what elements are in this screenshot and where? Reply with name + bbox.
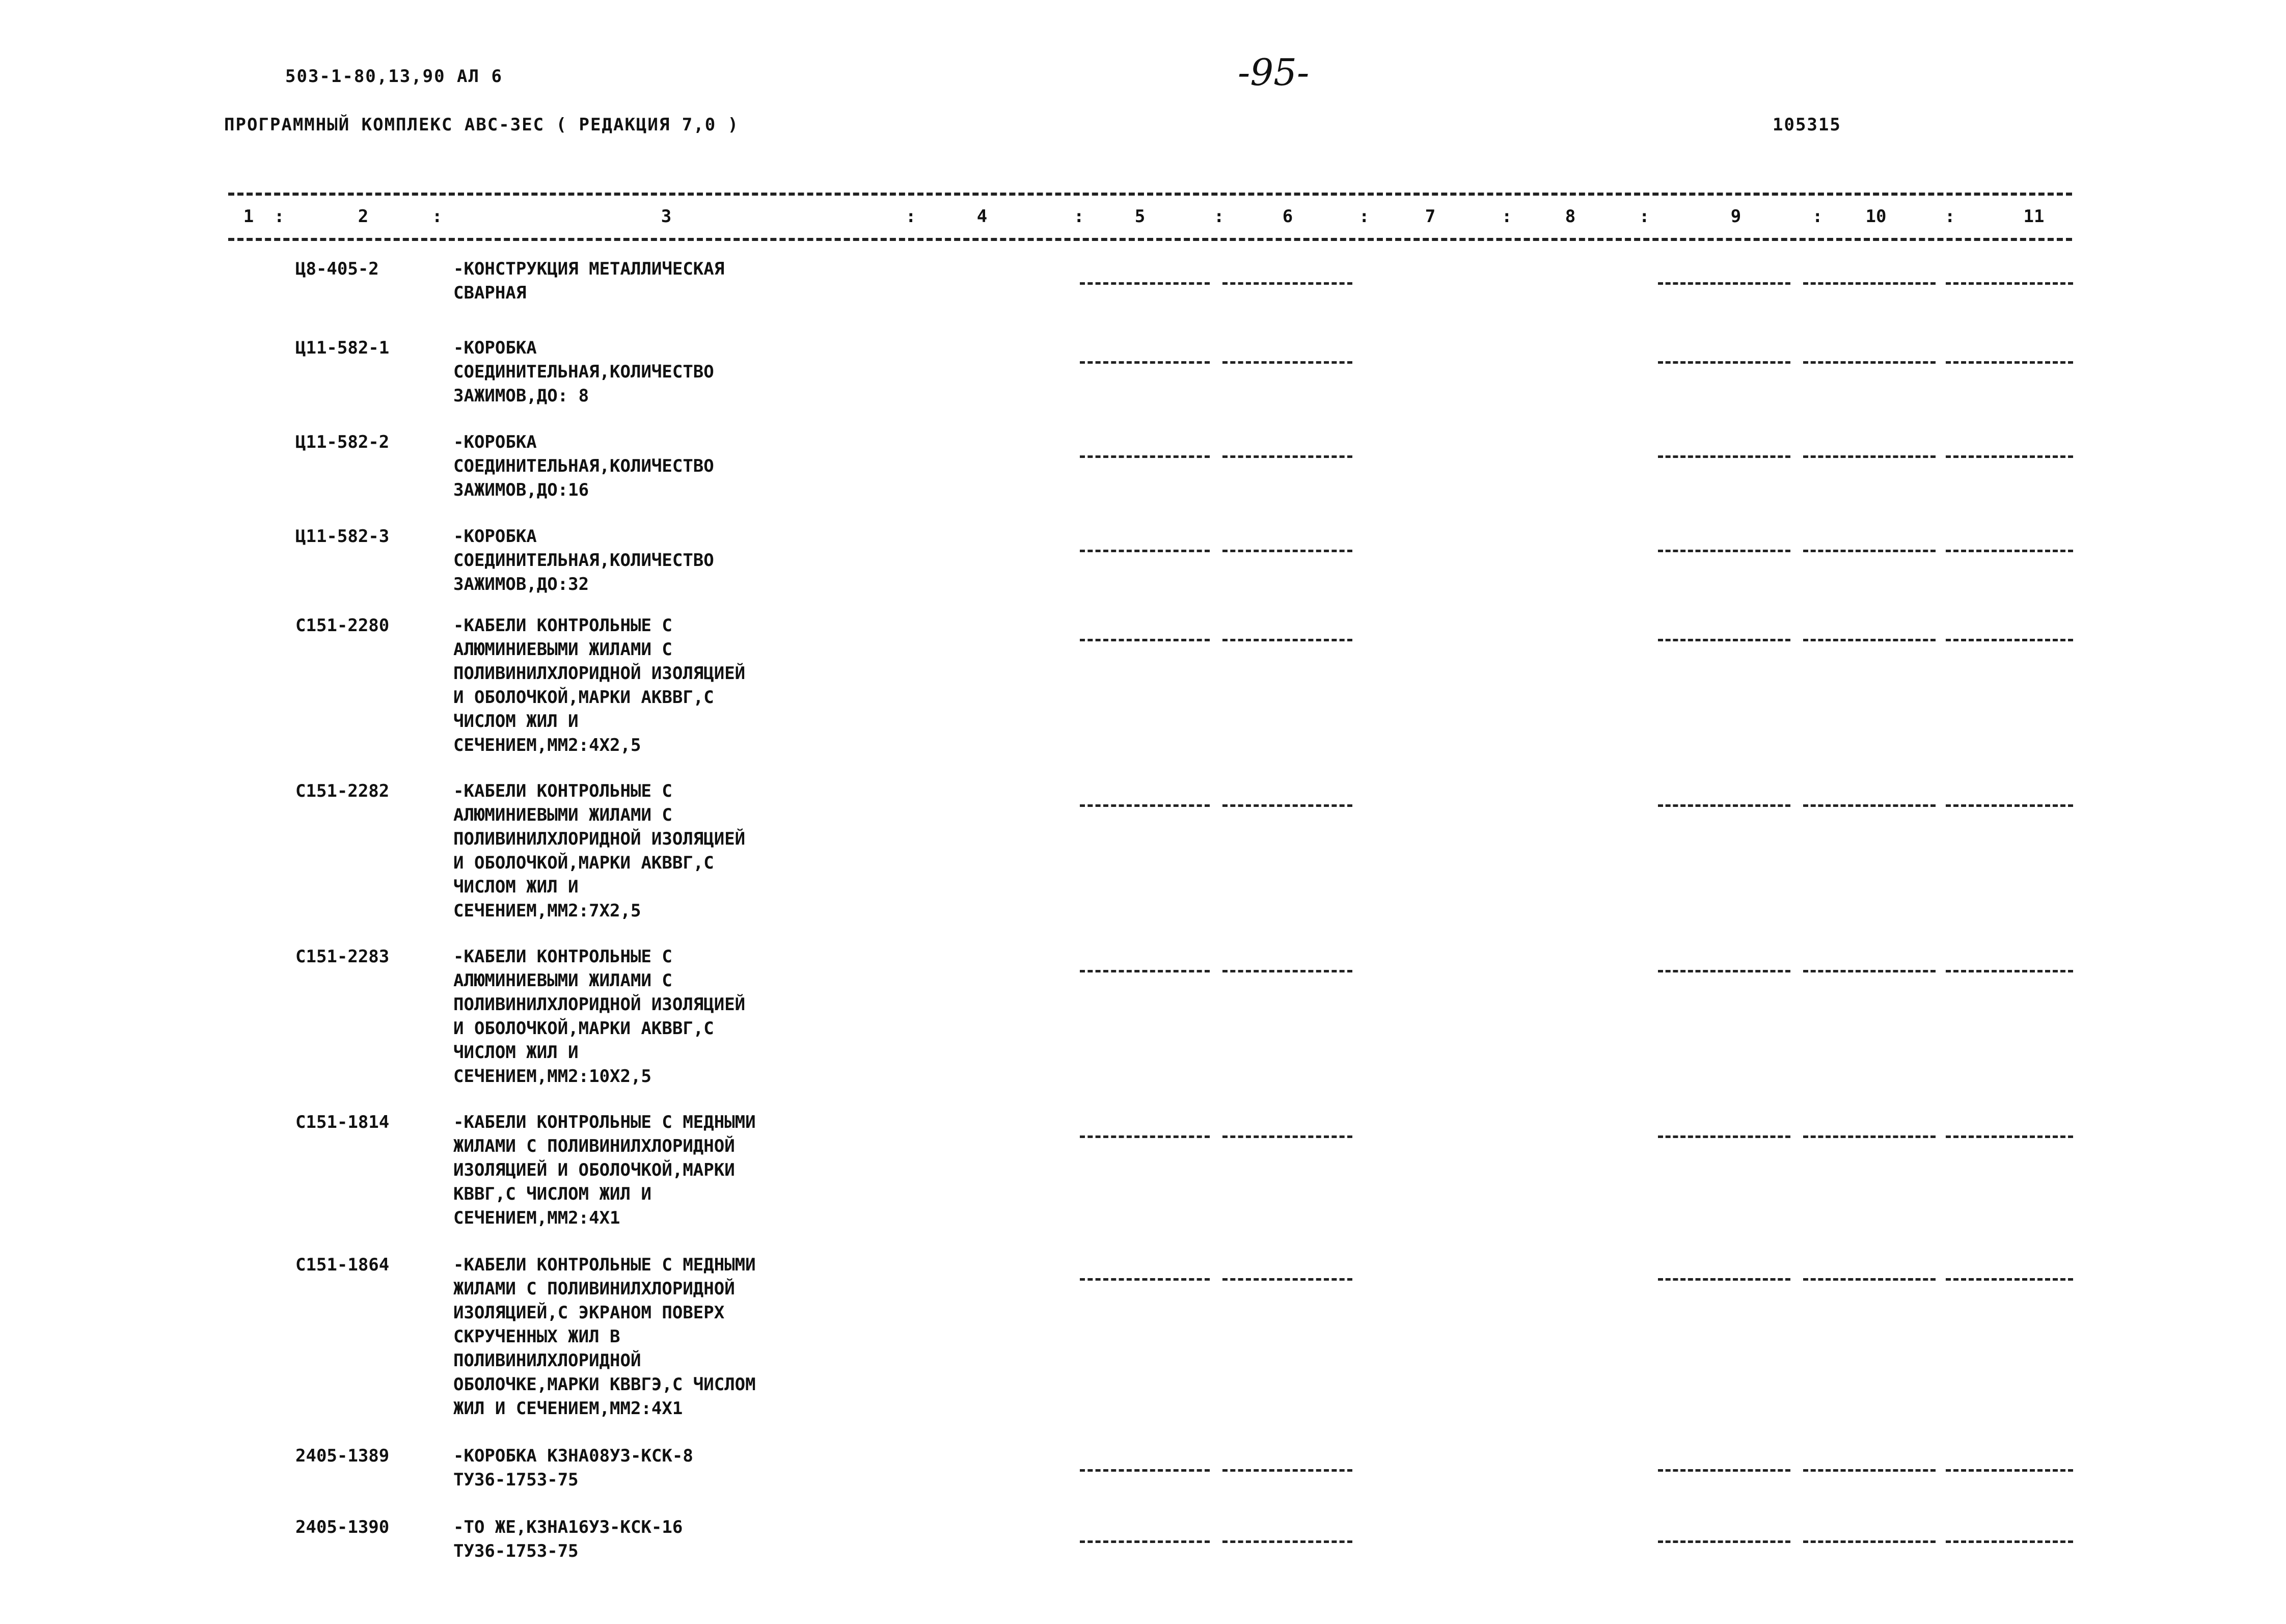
work-description-line: СКРУЧЕННЫХ ЖИЛ В bbox=[453, 1327, 620, 1347]
price-code: 2405-1390 bbox=[295, 1517, 390, 1537]
work-description-line: СОЕДИНИТЕЛЬНАЯ,КОЛИЧЕСТВО bbox=[453, 550, 714, 571]
subtotal-dash-rule bbox=[1803, 550, 1936, 552]
work-description-line: АЛЮМИНИЕВЫМИ ЖИЛАМИ С bbox=[453, 805, 672, 825]
work-description-line: ТУ36-1753-75 bbox=[453, 1541, 579, 1561]
work-description-line: ЖИЛАМИ С ПОЛИВИНИЛХЛОРИДНОЙ bbox=[453, 1136, 735, 1156]
subtotal-dash-rule bbox=[1222, 1135, 1352, 1138]
work-description-line: КВВГ,С ЧИСЛОМ ЖИЛ И bbox=[453, 1184, 651, 1204]
table-header-rule bbox=[228, 238, 2072, 241]
subtotal-dash-rule bbox=[1946, 639, 2073, 641]
column-header-row bbox=[228, 206, 2072, 232]
work-description-line: -ТО ЖЕ,КЗНА16У3-КСК-16 bbox=[453, 1517, 683, 1537]
work-description-line: ЖИЛАМИ С ПОЛИВИНИЛХЛОРИДНОЙ bbox=[453, 1279, 735, 1299]
subtotal-dash-rule bbox=[1803, 1469, 1936, 1472]
subtotal-dash-rule bbox=[1803, 1278, 1936, 1281]
subtotal-dash-rule bbox=[1803, 1135, 1936, 1138]
price-code: Ц11-582-1 bbox=[295, 338, 390, 358]
subtotal-dash-rule bbox=[1080, 804, 1210, 807]
work-description-line: ЧИСЛОМ ЖИЛ И bbox=[453, 877, 579, 897]
subtotal-dash-rule bbox=[1803, 455, 1936, 458]
column-separator: : bbox=[1074, 206, 1084, 227]
subtotal-dash-rule bbox=[1803, 804, 1936, 807]
column-separator: : bbox=[906, 206, 916, 227]
subtotal-dash-rule bbox=[1080, 455, 1210, 458]
subtotal-dash-rule bbox=[1080, 1469, 1210, 1472]
work-description-line: -КОРОБКА bbox=[453, 338, 537, 358]
subtotal-dash-rule bbox=[1946, 361, 2073, 364]
work-description-line: ЧИСЛОМ ЖИЛ И bbox=[453, 711, 579, 732]
column-separator: : bbox=[1945, 206, 1955, 227]
work-description-line: ИЗОЛЯЦИЕЙ И ОБОЛОЧКОЙ,МАРКИ bbox=[453, 1160, 735, 1180]
subtotal-dash-rule bbox=[1658, 804, 1790, 807]
subtotal-dash-rule bbox=[1946, 1278, 2073, 1281]
subtotal-dash-rule bbox=[1946, 1469, 2073, 1472]
subtotal-dash-rule bbox=[1080, 550, 1210, 552]
subtotal-dash-rule bbox=[1803, 1540, 1936, 1543]
subtotal-dash-rule bbox=[1658, 550, 1790, 552]
subtotal-dash-rule bbox=[1080, 282, 1210, 285]
subtotal-dash-rule bbox=[1803, 970, 1936, 972]
work-description-line: СЕЧЕНИЕМ,ММ2:10Х2,5 bbox=[453, 1066, 651, 1087]
subtotal-dash-rule bbox=[1946, 1135, 2073, 1138]
work-description-line: СОЕДИНИТЕЛЬНАЯ,КОЛИЧЕСТВО bbox=[453, 362, 714, 382]
column-separator: : bbox=[1359, 206, 1370, 227]
work-description-line: ЗАЖИМОВ,ДО: 8 bbox=[453, 386, 589, 406]
subtotal-dash-rule bbox=[1658, 1278, 1790, 1281]
subtotal-dash-rule bbox=[1658, 1540, 1790, 1543]
subtotal-dash-rule bbox=[1080, 1135, 1210, 1138]
price-code: Ц11-582-3 bbox=[295, 526, 390, 547]
work-description-line: ПОЛИВИНИЛХЛОРИДНОЙ ИЗОЛЯЦИЕЙ bbox=[453, 994, 746, 1015]
table-top-rule bbox=[228, 193, 2072, 196]
price-code: 2405-1389 bbox=[295, 1446, 390, 1466]
subtotal-dash-rule bbox=[1222, 455, 1352, 458]
work-description-line: -КОРОБКА bbox=[453, 432, 537, 452]
work-description-line: ЖИЛ И СЕЧЕНИЕМ,ММ2:4Х1 bbox=[453, 1398, 683, 1419]
column-header-4: 4 bbox=[976, 206, 988, 227]
price-code: С151-1864 bbox=[295, 1255, 390, 1275]
work-description-line: -КАБЕЛИ КОНТРОЛЬНЫЕ С bbox=[453, 946, 672, 967]
price-code: С151-2280 bbox=[295, 615, 390, 636]
price-code: С151-2283 bbox=[295, 946, 390, 967]
subtotal-dash-rule bbox=[1080, 1278, 1210, 1281]
column-header-1: 1 bbox=[243, 206, 254, 227]
work-description-line: ЗАЖИМОВ,ДО:16 bbox=[453, 480, 589, 500]
price-code: Ц11-582-2 bbox=[295, 432, 390, 452]
subtotal-dash-rule bbox=[1658, 1135, 1790, 1138]
subtotal-dash-rule bbox=[1080, 639, 1210, 641]
subtotal-dash-rule bbox=[1222, 1278, 1352, 1281]
column-header-7: 7 bbox=[1425, 206, 1436, 227]
subtotal-dash-rule bbox=[1658, 970, 1790, 972]
column-separator: : bbox=[432, 206, 443, 227]
price-code: Ц8-405-2 bbox=[295, 259, 379, 279]
subtotal-dash-rule bbox=[1222, 804, 1352, 807]
work-description-line: И ОБОЛОЧКОЙ,МАРКИ АКВВГ,С bbox=[453, 853, 714, 873]
column-header-3: 3 bbox=[661, 206, 672, 227]
work-description-line: ПОЛИВИНИЛХЛОРИДНОЙ ИЗОЛЯЦИЕЙ bbox=[453, 663, 746, 684]
work-description-line: СОЕДИНИТЕЛЬНАЯ,КОЛИЧЕСТВО bbox=[453, 456, 714, 476]
column-separator: : bbox=[1639, 206, 1650, 227]
column-separator: : bbox=[274, 206, 285, 227]
work-description-line: -КАБЕЛИ КОНТРОЛЬНЫЕ С bbox=[453, 781, 672, 801]
page-number: -95- bbox=[1238, 51, 1310, 94]
work-description-line: ТУ36-1753-75 bbox=[453, 1470, 579, 1490]
subtotal-dash-rule bbox=[1946, 550, 2073, 552]
work-description-line: ОБОЛОЧКЕ,МАРКИ КВВГЭ,С ЧИСЛОМ bbox=[453, 1374, 756, 1395]
work-description-line: И ОБОЛОЧКОЙ,МАРКИ АКВВГ,С bbox=[453, 1018, 714, 1039]
column-separator: : bbox=[1214, 206, 1224, 227]
work-description-line: АЛЮМИНИЕВЫМИ ЖИЛАМИ С bbox=[453, 970, 672, 991]
work-description-line: И ОБОЛОЧКОЙ,МАРКИ АКВВГ,С bbox=[453, 687, 714, 708]
work-description-line: -КОНСТРУКЦИЯ МЕТАЛЛИЧЕСКАЯ bbox=[453, 259, 725, 279]
subtotal-dash-rule bbox=[1658, 282, 1790, 285]
subtotal-dash-rule bbox=[1803, 361, 1936, 364]
subtotal-dash-rule bbox=[1658, 639, 1790, 641]
subtotal-dash-rule bbox=[1946, 804, 2073, 807]
column-header-5: 5 bbox=[1134, 206, 1146, 227]
subtotal-dash-rule bbox=[1946, 1540, 2073, 1543]
column-header-11: 11 bbox=[2023, 206, 2045, 227]
price-code: С151-2282 bbox=[295, 781, 390, 801]
work-description-line: ЗАЖИМОВ,ДО:32 bbox=[453, 574, 589, 594]
subtotal-dash-rule bbox=[1222, 282, 1352, 285]
column-header-2: 2 bbox=[358, 206, 369, 227]
work-description-line: ИЗОЛЯЦИЕЙ,С ЭКРАНОМ ПОВЕРХ bbox=[453, 1303, 725, 1323]
program-title: ПРОГРАММНЫЙ КОМПЛЕКС АВС-3ЕС ( РЕДАКЦИЯ 7,0 ) bbox=[224, 115, 740, 135]
subtotal-dash-rule bbox=[1658, 455, 1790, 458]
subtotal-dash-rule bbox=[1803, 282, 1936, 285]
document-id: 503-1-80,13,90 АЛ 6 bbox=[285, 66, 503, 87]
price-code: С151-1814 bbox=[295, 1112, 390, 1132]
subtotal-dash-rule bbox=[1222, 361, 1352, 364]
work-description-line: АЛЮМИНИЕВЫМИ ЖИЛАМИ С bbox=[453, 639, 672, 660]
subtotal-dash-rule bbox=[1222, 1469, 1352, 1472]
subtotal-dash-rule bbox=[1080, 970, 1210, 972]
work-description-line: СЕЧЕНИЕМ,ММ2:4Х1 bbox=[453, 1208, 620, 1228]
subtotal-dash-rule bbox=[1803, 639, 1936, 641]
subtotal-dash-rule bbox=[1946, 282, 2073, 285]
column-header-9: 9 bbox=[1730, 206, 1741, 227]
work-description-line: -КОРОБКА КЗНА08У3-КСК-8 bbox=[453, 1446, 693, 1466]
work-description-line: -КАБЕЛИ КОНТРОЛЬНЫЕ С МЕДНЫМИ bbox=[453, 1112, 756, 1132]
column-separator: : bbox=[1812, 206, 1823, 227]
subtotal-dash-rule bbox=[1080, 1540, 1210, 1543]
subtotal-dash-rule bbox=[1080, 361, 1210, 364]
document-code: 105315 bbox=[1773, 115, 1841, 135]
work-description-line: -КАБЕЛИ КОНТРОЛЬНЫЕ С bbox=[453, 615, 672, 636]
column-header-8: 8 bbox=[1565, 206, 1576, 227]
subtotal-dash-rule bbox=[1658, 1469, 1790, 1472]
work-description-line: -КОРОБКА bbox=[453, 526, 537, 547]
work-description-line: СЕЧЕНИЕМ,ММ2:7Х2,5 bbox=[453, 901, 641, 921]
column-header-10: 10 bbox=[1865, 206, 1887, 227]
subtotal-dash-rule bbox=[1222, 1540, 1352, 1543]
column-separator: : bbox=[1502, 206, 1512, 227]
work-description-line: ПОЛИВИНИЛХЛОРИДНОЙ ИЗОЛЯЦИЕЙ bbox=[453, 829, 746, 849]
subtotal-dash-rule bbox=[1658, 361, 1790, 364]
subtotal-dash-rule bbox=[1946, 970, 2073, 972]
column-header-6: 6 bbox=[1282, 206, 1293, 227]
subtotal-dash-rule bbox=[1222, 639, 1352, 641]
subtotal-dash-rule bbox=[1946, 455, 2073, 458]
work-description-line: -КАБЕЛИ КОНТРОЛЬНЫЕ С МЕДНЫМИ bbox=[453, 1255, 756, 1275]
work-description-line: ЧИСЛОМ ЖИЛ И bbox=[453, 1042, 579, 1063]
work-description-line: ПОЛИВИНИЛХЛОРИДНОЙ bbox=[453, 1350, 641, 1371]
subtotal-dash-rule bbox=[1222, 970, 1352, 972]
work-description-line: СВАРНАЯ bbox=[453, 283, 527, 303]
work-description-line: СЕЧЕНИЕМ,ММ2:4Х2,5 bbox=[453, 735, 641, 755]
subtotal-dash-rule bbox=[1222, 550, 1352, 552]
